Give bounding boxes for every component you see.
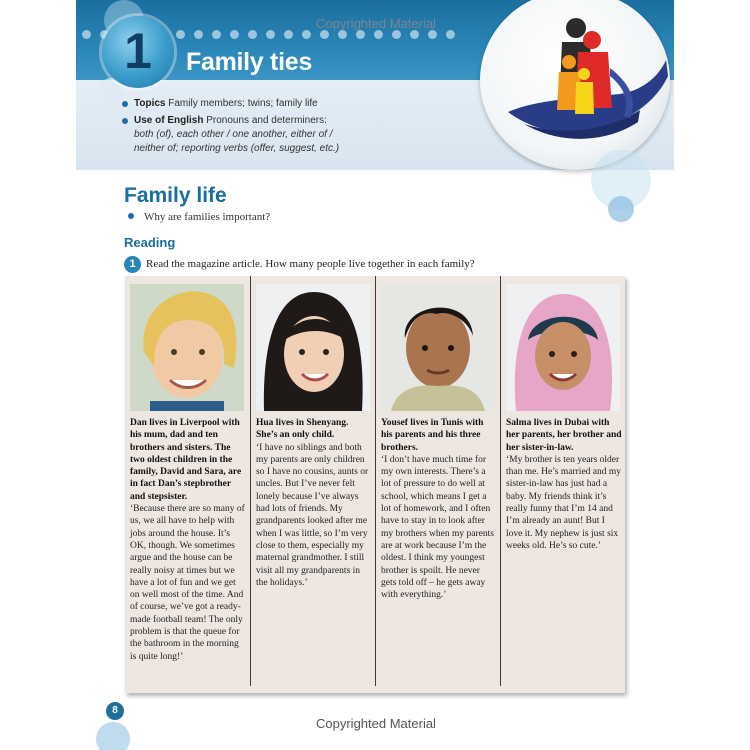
body-yousef: ‘I don’t have much time for my own interests. There’s a lot of pressure to do well at school, which means I get a lot of homework, and I often have to stay in to look after my brothers when my parents are at work because I’m the oldest. I think my youngest brother is spoilt. He never gets told off – he gets away with everything.’ — [381, 454, 494, 601]
lead-dan: Dan lives in Liverpool with his mum, dad and ten brothers and sisters. The two oldest children in the family, David and Sara, are in fact Dan’s stepbrother and stepsister. — [130, 418, 242, 502]
column-text-hua — [256, 417, 372, 589]
article-column-yousef — [375, 276, 500, 686]
column-text-dan — [130, 417, 246, 663]
lead-salma: Salma lives in Dubai with her parents, her brother and her sister-in-law. — [506, 418, 622, 453]
reading-heading: Reading — [124, 235, 176, 250]
topics-label: Topics — [134, 98, 166, 109]
topics-text: Family members; twins; family life — [168, 98, 318, 109]
topics-line — [122, 97, 462, 111]
use-of-english-text-3: neither of; reporting verbs (offer, suggest, etc.) — [134, 143, 340, 154]
unit-number: 1 — [124, 23, 152, 79]
use-of-english-text-1: Pronouns and determiners: — [206, 115, 327, 126]
magazine-article — [125, 276, 625, 693]
section-title: Family life — [124, 184, 227, 207]
use-of-english-line — [122, 114, 462, 128]
section-question-text: Why are families important? — [144, 211, 271, 223]
unit-header — [76, 0, 674, 170]
unit-number-badge — [102, 16, 174, 88]
family-hands-icon — [480, 0, 670, 170]
page-number: 8 — [106, 702, 124, 720]
body-dan: ‘Because there are so many of us, we all have to help with jobs around the house. It’s OK, though. We sometimes argue and the house can be really noisy at times but we have a lot of fun and we get on well most of the time. And of course, we’ve got a ready-made football team! The only problem is that the queue for the bathroom in the morning is quite long!’ — [130, 504, 245, 662]
photo-hua — [256, 284, 370, 411]
textbook-page — [76, 0, 674, 750]
use-of-english-label: Use of English — [134, 115, 204, 126]
use-of-english-text-2: both (of), each other / one another, either of / — [134, 129, 333, 140]
section-question — [128, 211, 270, 223]
exercise-text: Read the magazine article. How many people live together in each family? — [146, 258, 475, 270]
exercise-number: 1 — [124, 256, 141, 273]
unit-topics — [122, 97, 462, 156]
decorative-bubble — [96, 722, 130, 750]
column-text-salma — [506, 417, 622, 552]
copyright-bottom: Copyrighted Material — [316, 716, 436, 731]
photo-salma — [506, 284, 620, 411]
bullet-icon — [128, 213, 134, 219]
bullet-icon — [122, 118, 128, 124]
article-column-salma — [500, 276, 625, 686]
article-column-hua — [250, 276, 375, 686]
column-text-yousef — [381, 417, 497, 601]
article-column-dan — [125, 276, 249, 686]
use-of-english-line-2 — [122, 128, 462, 142]
body-salma: ‘My brother is ten years older than me. He’s married and my sister-in-law has just had a baby. My friends think it’s really funny that I’m 14 and I’m already an aunt! But I love it. My nephew is just six weeks old. He’s so cute.’ — [506, 454, 622, 551]
family-emblem — [480, 0, 670, 170]
photo-yousef — [381, 284, 495, 411]
decorative-bubble — [608, 196, 634, 222]
lead-hua: Hua lives in Shenyang. She’s an only child. — [256, 418, 349, 441]
photo-dan — [130, 284, 244, 411]
bullet-icon — [122, 101, 128, 107]
unit-title: Family ties — [186, 48, 312, 76]
body-hua: ‘I have no siblings and both my parents are only children so I have no cousins, aunts or uncles. But I’ve never felt lonely because I’ve always had lots of friends. My grandparents looked after me when I was little, so I’m very close to them, especially my maternal grandmother. I still visit all my grandparents in the holidays.’ — [256, 442, 369, 588]
lead-yousef: Yousef lives in Tunis with his parents and his three brothers. — [381, 418, 484, 453]
copyright-top: Copyrighted Material — [316, 16, 436, 31]
use-of-english-line-3 — [122, 142, 462, 156]
